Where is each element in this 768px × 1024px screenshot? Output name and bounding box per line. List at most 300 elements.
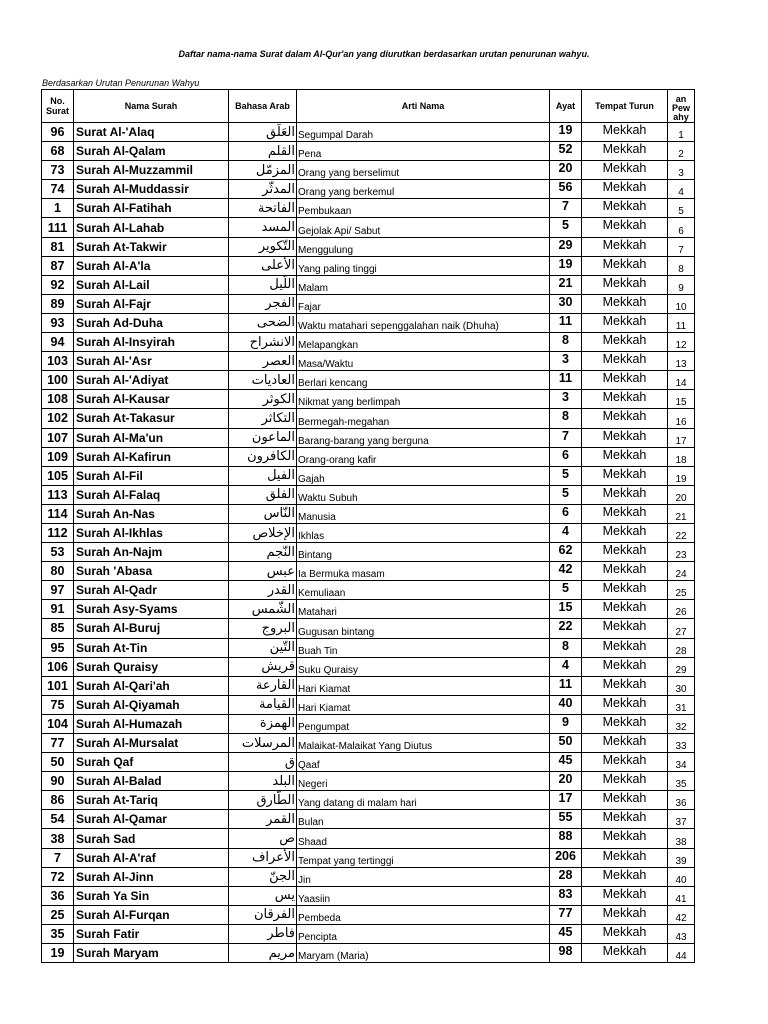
- cell-ayat: 5: [550, 485, 582, 504]
- cell-arti-nama: Maryam (Maria): [297, 944, 550, 963]
- cell-nama-surah: Surah Al-Mursalat: [74, 734, 229, 753]
- cell-no: 90: [42, 772, 74, 791]
- cell-arti-nama: Pembeda: [297, 905, 550, 924]
- cell-tempat-turun: Mekkah: [582, 218, 668, 237]
- cell-tempat-turun: Mekkah: [582, 390, 668, 409]
- table-row: [42, 753, 695, 772]
- cell-ayat: 29: [550, 237, 582, 256]
- cell-urutan-wahyu: 16: [668, 409, 695, 428]
- table-row: [42, 638, 695, 657]
- cell-arti-nama: Kemuliaan: [297, 581, 550, 600]
- cell-tempat-turun: Mekkah: [582, 638, 668, 657]
- table-header-row: [42, 90, 695, 123]
- cell-tempat-turun: Mekkah: [582, 657, 668, 676]
- cell-tempat-turun: Mekkah: [582, 466, 668, 485]
- cell-tempat-turun: Mekkah: [582, 600, 668, 619]
- cell-arti-nama: Shaad: [297, 829, 550, 848]
- cell-bahasa-arab: الشّمس: [229, 600, 297, 619]
- cell-ayat: 20: [550, 772, 582, 791]
- cell-nama-surah: Surah At-Tariq: [74, 791, 229, 810]
- cell-nama-surah: Surah Al-Balad: [74, 772, 229, 791]
- cell-bahasa-arab: المزمّل: [229, 161, 297, 180]
- cell-ayat: 19: [550, 123, 582, 142]
- cell-no: 74: [42, 180, 74, 199]
- cell-arti-nama: Segumpal Darah: [297, 123, 550, 142]
- cell-urutan-wahyu: 44: [668, 944, 695, 963]
- cell-nama-surah: Surah At-Tin: [74, 638, 229, 657]
- cell-tempat-turun: Mekkah: [582, 695, 668, 714]
- cell-ayat: 77: [550, 905, 582, 924]
- cell-tempat-turun: Mekkah: [582, 543, 668, 562]
- cell-nama-surah: Surah Al-Fatihah: [74, 199, 229, 218]
- cell-no: 91: [42, 600, 74, 619]
- cell-ayat: 17: [550, 791, 582, 810]
- cell-arti-nama: Malaikat-Malaikat Yang Diutus: [297, 734, 550, 753]
- cell-tempat-turun: Mekkah: [582, 352, 668, 371]
- cell-arti-nama: Suku Quraisy: [297, 657, 550, 676]
- cell-ayat: 11: [550, 371, 582, 390]
- cell-bahasa-arab: الانشراح: [229, 333, 297, 352]
- cell-ayat: 5: [550, 218, 582, 237]
- cell-nama-surah: Surah Al-Ikhlas: [74, 523, 229, 542]
- cell-nama-surah: Surah An-Najm: [74, 543, 229, 562]
- cell-nama-surah: Surah Al-Fil: [74, 466, 229, 485]
- cell-arti-nama: Tempat yang tertinggi: [297, 848, 550, 867]
- table-row: [42, 905, 695, 924]
- cell-urutan-wahyu: 27: [668, 619, 695, 638]
- cell-urutan-wahyu: 14: [668, 371, 695, 390]
- cell-arti-nama: Bintang: [297, 543, 550, 562]
- cell-arti-nama: Pena: [297, 142, 550, 161]
- cell-urutan-wahyu: 4: [668, 180, 695, 199]
- cell-arti-nama: Yang datang di malam hari: [297, 791, 550, 810]
- cell-tempat-turun: Mekkah: [582, 504, 668, 523]
- cell-arti-nama: Nikmat yang berlimpah: [297, 390, 550, 409]
- cell-tempat-turun: Mekkah: [582, 275, 668, 294]
- cell-urutan-wahyu: 17: [668, 428, 695, 447]
- document-title: Daftar nama-nama Surat dalam Al-Qur'an yang diurutkan berdasarkan urutan penurunan wahyu.: [178, 49, 590, 59]
- cell-nama-surah: Surah Al-'Asr: [74, 352, 229, 371]
- table-row: [42, 294, 695, 313]
- cell-no: 72: [42, 867, 74, 886]
- cell-nama-surah: Surah Al-'Adiyat: [74, 371, 229, 390]
- cell-urutan-wahyu: 35: [668, 772, 695, 791]
- cell-urutan-wahyu: 11: [668, 313, 695, 332]
- cell-no: 97: [42, 581, 74, 600]
- table-row: [42, 352, 695, 371]
- cell-tempat-turun: Mekkah: [582, 409, 668, 428]
- cell-bahasa-arab: الجنّ: [229, 867, 297, 886]
- cell-tempat-turun: Mekkah: [582, 371, 668, 390]
- cell-nama-surah: Surah Al-Jinn: [74, 867, 229, 886]
- cell-ayat: 7: [550, 199, 582, 218]
- cell-urutan-wahyu: 28: [668, 638, 695, 657]
- cell-no: 94: [42, 333, 74, 352]
- cell-ayat: 8: [550, 333, 582, 352]
- header-nama: Nama Surah: [74, 90, 229, 123]
- cell-tempat-turun: Mekkah: [582, 294, 668, 313]
- cell-nama-surah: Surah Al-Muddassir: [74, 180, 229, 199]
- cell-bahasa-arab: المدثّر: [229, 180, 297, 199]
- table-row: [42, 867, 695, 886]
- cell-no: 19: [42, 944, 74, 963]
- header-urutan-line3: ahy: [673, 112, 689, 122]
- cell-no: 101: [42, 676, 74, 695]
- cell-bahasa-arab: البلد: [229, 772, 297, 791]
- cell-urutan-wahyu: 23: [668, 543, 695, 562]
- cell-bahasa-arab: عبس: [229, 562, 297, 581]
- cell-arti-nama: Buah Tin: [297, 638, 550, 657]
- cell-ayat: 6: [550, 447, 582, 466]
- cell-no: 96: [42, 123, 74, 142]
- cell-ayat: 50: [550, 734, 582, 753]
- cell-no: 1: [42, 199, 74, 218]
- cell-no: 54: [42, 810, 74, 829]
- cell-nama-surah: Surah Al-Kafirun: [74, 447, 229, 466]
- cell-ayat: 5: [550, 581, 582, 600]
- cell-no: 95: [42, 638, 74, 657]
- cell-arti-nama: Gajah: [297, 466, 550, 485]
- cell-arti-nama: Jin: [297, 867, 550, 886]
- cell-ayat: 7: [550, 428, 582, 447]
- table-row: [42, 199, 695, 218]
- cell-tempat-turun: Mekkah: [582, 199, 668, 218]
- table-row: [42, 600, 695, 619]
- cell-nama-surah: Surah Qaf: [74, 753, 229, 772]
- cell-nama-surah: Surah Ad-Duha: [74, 313, 229, 332]
- cell-nama-surah: Surah Al-Buruj: [74, 619, 229, 638]
- cell-bahasa-arab: مريم: [229, 944, 297, 963]
- cell-urutan-wahyu: 37: [668, 810, 695, 829]
- cell-urutan-wahyu: 3: [668, 161, 695, 180]
- cell-ayat: 206: [550, 848, 582, 867]
- cell-bahasa-arab: الطّارق: [229, 791, 297, 810]
- table-row: [42, 447, 695, 466]
- cell-nama-surah: Surah 'Abasa: [74, 562, 229, 581]
- cell-tempat-turun: Mekkah: [582, 905, 668, 924]
- cell-no: 106: [42, 657, 74, 676]
- header-no: [42, 90, 74, 123]
- cell-nama-surah: Surah Al-Furqan: [74, 905, 229, 924]
- cell-tempat-turun: Mekkah: [582, 924, 668, 943]
- cell-no: 113: [42, 485, 74, 504]
- cell-arti-nama: Orang yang berselimut: [297, 161, 550, 180]
- cell-tempat-turun: Mekkah: [582, 848, 668, 867]
- cell-nama-surah: Surah Ya Sin: [74, 886, 229, 905]
- table-row: [42, 886, 695, 905]
- cell-bahasa-arab: الماعون: [229, 428, 297, 447]
- cell-bahasa-arab: الفرقان: [229, 905, 297, 924]
- cell-no: 92: [42, 275, 74, 294]
- cell-arti-nama: Yaasiin: [297, 886, 550, 905]
- cell-urutan-wahyu: 7: [668, 237, 695, 256]
- table-row: [42, 772, 695, 791]
- cell-arti-nama: Waktu matahari sepenggalahan naik (Dhuha): [297, 313, 550, 332]
- cell-no: 35: [42, 924, 74, 943]
- cell-arti-nama: Yang paling tinggi: [297, 256, 550, 275]
- cell-bahasa-arab: النّجم: [229, 543, 297, 562]
- table-row: [42, 218, 695, 237]
- cell-ayat: 56: [550, 180, 582, 199]
- table-subtitle: Berdasarkan Urutan Penurunan Wahyu: [42, 78, 200, 88]
- table-row: [42, 657, 695, 676]
- table-row: [42, 256, 695, 275]
- cell-bahasa-arab: العاديات: [229, 371, 297, 390]
- cell-urutan-wahyu: 39: [668, 848, 695, 867]
- cell-ayat: 6: [550, 504, 582, 523]
- cell-tempat-turun: Mekkah: [582, 562, 668, 581]
- cell-nama-surah: Surah At-Takasur: [74, 409, 229, 428]
- cell-nama-surah: Surah Sad: [74, 829, 229, 848]
- cell-no: 105: [42, 466, 74, 485]
- cell-nama-surah: Surah Al-Muzzammil: [74, 161, 229, 180]
- cell-arti-nama: Hari Kiamat: [297, 695, 550, 714]
- cell-ayat: 83: [550, 886, 582, 905]
- cell-arti-nama: Gugusan bintang: [297, 619, 550, 638]
- cell-no: 107: [42, 428, 74, 447]
- cell-urutan-wahyu: 25: [668, 581, 695, 600]
- table-row: [42, 504, 695, 523]
- cell-urutan-wahyu: 21: [668, 504, 695, 523]
- cell-tempat-turun: Mekkah: [582, 428, 668, 447]
- cell-ayat: 8: [550, 409, 582, 428]
- cell-ayat: 15: [550, 600, 582, 619]
- header-urutan-line2: Pew: [671, 103, 690, 113]
- cell-urutan-wahyu: 15: [668, 390, 695, 409]
- cell-tempat-turun: Mekkah: [582, 676, 668, 695]
- cell-arti-nama: Pencipta: [297, 924, 550, 943]
- cell-bahasa-arab: المرسلات: [229, 734, 297, 753]
- cell-bahasa-arab: فاطر: [229, 924, 297, 943]
- cell-bahasa-arab: القمر: [229, 810, 297, 829]
- table-row: [42, 829, 695, 848]
- table-row: [42, 848, 695, 867]
- cell-nama-surah: Surah Maryam: [74, 944, 229, 963]
- cell-no: 87: [42, 256, 74, 275]
- cell-arti-nama: Bermegah-megahan: [297, 409, 550, 428]
- cell-arti-nama: Ia Bermuka masam: [297, 562, 550, 581]
- cell-tempat-turun: Mekkah: [582, 313, 668, 332]
- table-body: [42, 123, 695, 963]
- table-row: [42, 676, 695, 695]
- table-row: [42, 333, 695, 352]
- cell-ayat: 28: [550, 867, 582, 886]
- cell-nama-surah: Surah Fatir: [74, 924, 229, 943]
- table-row: [42, 409, 695, 428]
- cell-urutan-wahyu: 36: [668, 791, 695, 810]
- cell-nama-surah: Surah Al-A'raf: [74, 848, 229, 867]
- cell-tempat-turun: Mekkah: [582, 791, 668, 810]
- cell-urutan-wahyu: 43: [668, 924, 695, 943]
- cell-no: 93: [42, 313, 74, 332]
- cell-arti-nama: Gejolak Api/ Sabut: [297, 218, 550, 237]
- cell-ayat: 55: [550, 810, 582, 829]
- cell-urutan-wahyu: 6: [668, 218, 695, 237]
- cell-nama-surah: Surah Al-Lail: [74, 275, 229, 294]
- surah-table: [41, 89, 695, 963]
- cell-nama-surah: Surah Al-Qadr: [74, 581, 229, 600]
- cell-arti-nama: Waktu Subuh: [297, 485, 550, 504]
- cell-bahasa-arab: الهمزة: [229, 714, 297, 733]
- cell-urutan-wahyu: 9: [668, 275, 695, 294]
- table-row: [42, 313, 695, 332]
- table-row: [42, 562, 695, 581]
- cell-nama-surah: Surah An-Nas: [74, 504, 229, 523]
- cell-urutan-wahyu: 24: [668, 562, 695, 581]
- header-no-line2: Surat: [45, 106, 69, 116]
- cell-nama-surah: Surah Al-Qari'ah: [74, 676, 229, 695]
- cell-tempat-turun: Mekkah: [582, 333, 668, 352]
- cell-ayat: 3: [550, 390, 582, 409]
- cell-ayat: 8: [550, 638, 582, 657]
- cell-urutan-wahyu: 29: [668, 657, 695, 676]
- cell-no: 112: [42, 523, 74, 542]
- cell-tempat-turun: Mekkah: [582, 142, 668, 161]
- cell-no: 50: [42, 753, 74, 772]
- table-row: [42, 142, 695, 161]
- cell-no: 75: [42, 695, 74, 714]
- cell-bahasa-arab: التّكوير: [229, 237, 297, 256]
- cell-tempat-turun: Mekkah: [582, 734, 668, 753]
- header-tempat: Tempat Turun: [582, 90, 668, 123]
- cell-no: 7: [42, 848, 74, 867]
- cell-ayat: 9: [550, 714, 582, 733]
- cell-arti-nama: Bulan: [297, 810, 550, 829]
- cell-no: 108: [42, 390, 74, 409]
- cell-no: 81: [42, 237, 74, 256]
- cell-tempat-turun: Mekkah: [582, 886, 668, 905]
- cell-urutan-wahyu: 41: [668, 886, 695, 905]
- cell-arti-nama: Barang-barang yang berguna: [297, 428, 550, 447]
- cell-tempat-turun: Mekkah: [582, 867, 668, 886]
- header-urutan-line1: an: [675, 94, 687, 104]
- cell-ayat: 4: [550, 523, 582, 542]
- cell-urutan-wahyu: 5: [668, 199, 695, 218]
- cell-urutan-wahyu: 42: [668, 905, 695, 924]
- cell-ayat: 5: [550, 466, 582, 485]
- cell-urutan-wahyu: 22: [668, 523, 695, 542]
- cell-urutan-wahyu: 31: [668, 695, 695, 714]
- table-row: [42, 714, 695, 733]
- cell-arti-nama: Pengumpat: [297, 714, 550, 733]
- cell-bahasa-arab: التّين: [229, 638, 297, 657]
- cell-nama-surah: Surah Al-Kausar: [74, 390, 229, 409]
- cell-bahasa-arab: العصر: [229, 352, 297, 371]
- cell-arti-nama: Masa/Waktu: [297, 352, 550, 371]
- cell-no: 100: [42, 371, 74, 390]
- table-row: [42, 619, 695, 638]
- cell-urutan-wahyu: 34: [668, 753, 695, 772]
- cell-ayat: 11: [550, 676, 582, 695]
- cell-ayat: 40: [550, 695, 582, 714]
- cell-ayat: 62: [550, 543, 582, 562]
- cell-arti-nama: Hari Kiamat: [297, 676, 550, 695]
- cell-urutan-wahyu: 18: [668, 447, 695, 466]
- cell-arti-nama: Berlari kencang: [297, 371, 550, 390]
- cell-urutan-wahyu: 12: [668, 333, 695, 352]
- table-row: [42, 485, 695, 504]
- cell-nama-surah: Surah Al-Qamar: [74, 810, 229, 829]
- cell-urutan-wahyu: 20: [668, 485, 695, 504]
- cell-ayat: 98: [550, 944, 582, 963]
- cell-no: 89: [42, 294, 74, 313]
- table-row: [42, 123, 695, 142]
- cell-tempat-turun: Mekkah: [582, 944, 668, 963]
- cell-tempat-turun: Mekkah: [582, 447, 668, 466]
- cell-nama-surah: Surah Al-Insyirah: [74, 333, 229, 352]
- cell-no: 25: [42, 905, 74, 924]
- cell-no: 111: [42, 218, 74, 237]
- header-arab: Bahasa Arab: [229, 90, 297, 123]
- table-row: [42, 924, 695, 943]
- cell-tempat-turun: Mekkah: [582, 810, 668, 829]
- table-row: [42, 428, 695, 447]
- table-row: [42, 180, 695, 199]
- cell-arti-nama: Fajar: [297, 294, 550, 313]
- header-ayat: Ayat: [550, 90, 582, 123]
- cell-arti-nama: Melapangkan: [297, 333, 550, 352]
- cell-no: 85: [42, 619, 74, 638]
- cell-arti-nama: Malam: [297, 275, 550, 294]
- cell-ayat: 42: [550, 562, 582, 581]
- cell-bahasa-arab: العَلَق: [229, 123, 297, 142]
- cell-urutan-wahyu: 33: [668, 734, 695, 753]
- cell-ayat: 3: [550, 352, 582, 371]
- cell-nama-surah: Surah Asy-Syams: [74, 600, 229, 619]
- cell-nama-surah: Surah Al-A'la: [74, 256, 229, 275]
- cell-tempat-turun: Mekkah: [582, 523, 668, 542]
- cell-tempat-turun: Mekkah: [582, 581, 668, 600]
- table-row: [42, 523, 695, 542]
- cell-urutan-wahyu: 13: [668, 352, 695, 371]
- cell-urutan-wahyu: 10: [668, 294, 695, 313]
- cell-tempat-turun: Mekkah: [582, 180, 668, 199]
- cell-bahasa-arab: يس: [229, 886, 297, 905]
- cell-ayat: 22: [550, 619, 582, 638]
- cell-no: 80: [42, 562, 74, 581]
- cell-tempat-turun: Mekkah: [582, 829, 668, 848]
- table-row: [42, 371, 695, 390]
- cell-ayat: 88: [550, 829, 582, 848]
- table-row: [42, 791, 695, 810]
- cell-no: 114: [42, 504, 74, 523]
- cell-bahasa-arab: التكاثر: [229, 409, 297, 428]
- table-row: [42, 695, 695, 714]
- cell-tempat-turun: Mekkah: [582, 772, 668, 791]
- cell-nama-surah: Surah Al-Ma'un: [74, 428, 229, 447]
- cell-urutan-wahyu: 30: [668, 676, 695, 695]
- cell-tempat-turun: Mekkah: [582, 161, 668, 180]
- cell-arti-nama: Menggulung: [297, 237, 550, 256]
- cell-bahasa-arab: الفيل: [229, 466, 297, 485]
- cell-ayat: 19: [550, 256, 582, 275]
- table-row: [42, 275, 695, 294]
- cell-urutan-wahyu: 32: [668, 714, 695, 733]
- cell-ayat: 20: [550, 161, 582, 180]
- cell-no: 36: [42, 886, 74, 905]
- cell-bahasa-arab: الفجر: [229, 294, 297, 313]
- cell-arti-nama: Ikhlas: [297, 523, 550, 542]
- cell-arti-nama: Pembukaan: [297, 199, 550, 218]
- cell-bahasa-arab: القارعة: [229, 676, 297, 695]
- cell-arti-nama: Matahari: [297, 600, 550, 619]
- header-arti: Arti Nama: [297, 90, 550, 123]
- cell-bahasa-arab: البروج: [229, 619, 297, 638]
- cell-tempat-turun: Mekkah: [582, 237, 668, 256]
- cell-urutan-wahyu: 1: [668, 123, 695, 142]
- cell-no: 103: [42, 352, 74, 371]
- cell-nama-surah: Surat Al-'Alaq: [74, 123, 229, 142]
